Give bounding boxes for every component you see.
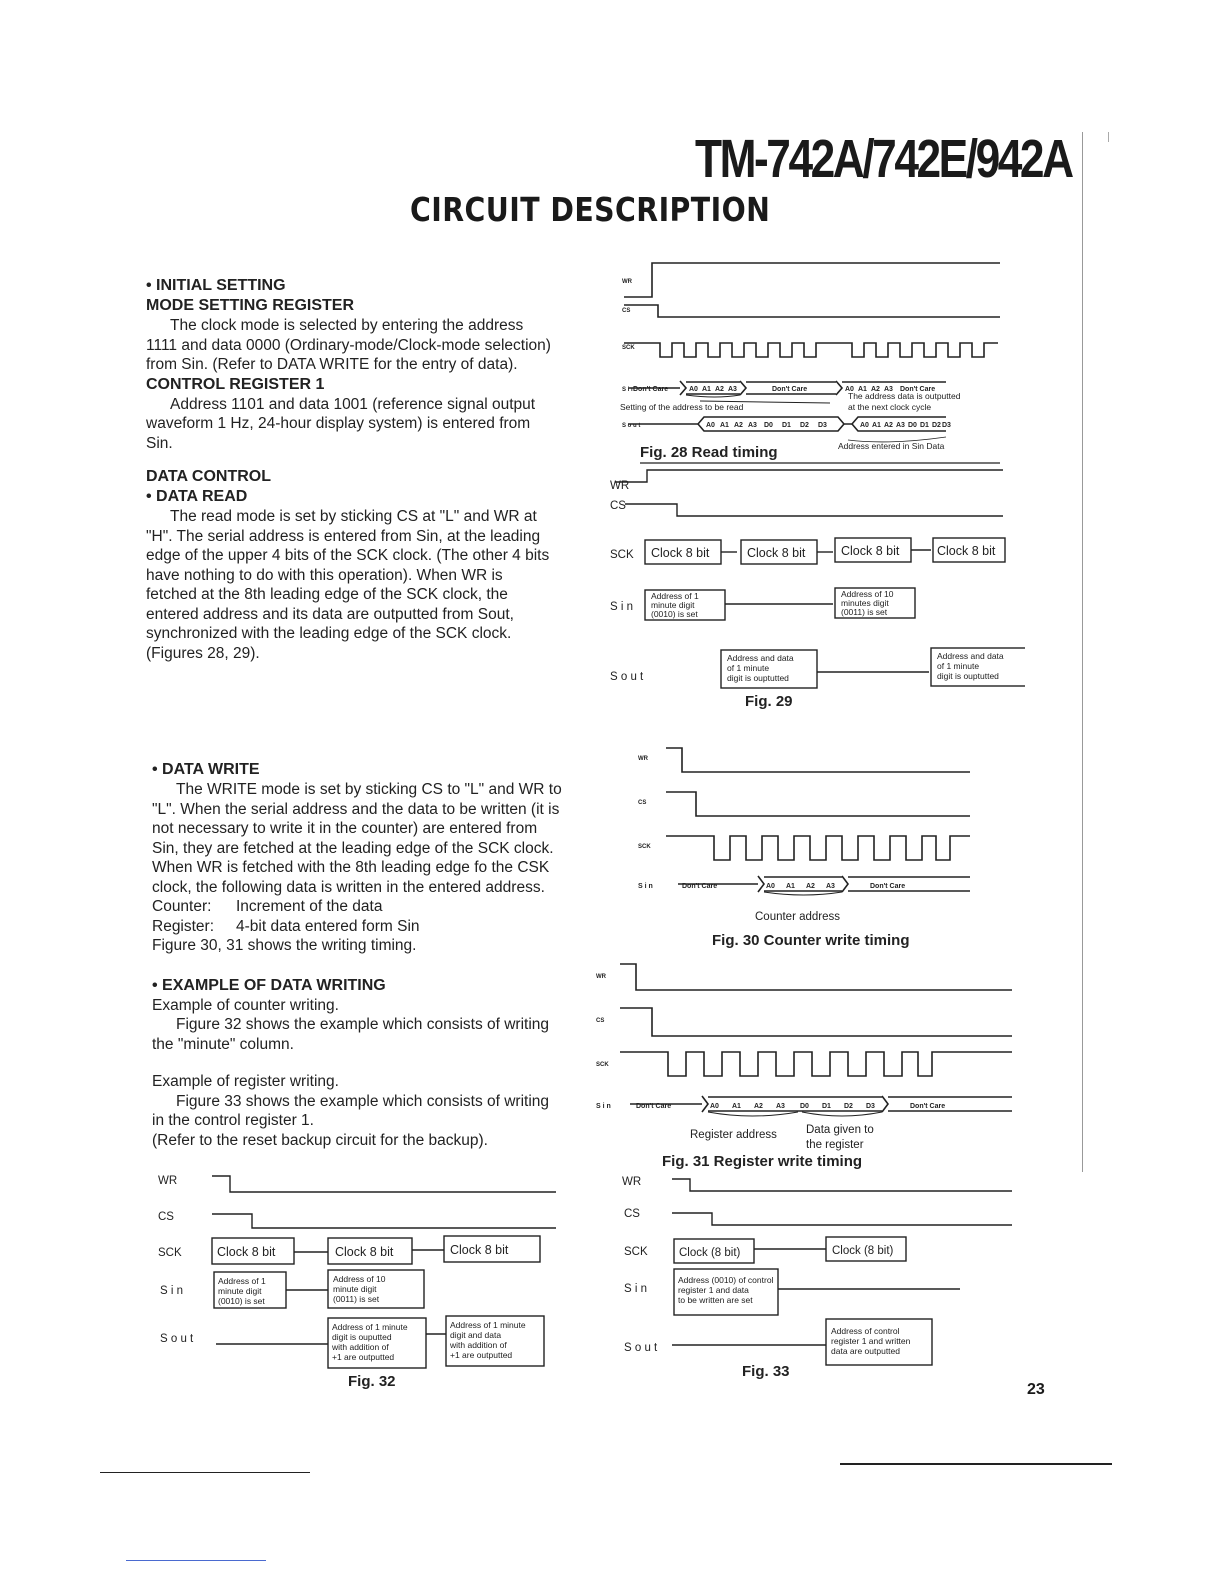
fig-29-sin2-l2: minutes digit [841,598,889,608]
fig-30-bit-a0: A0 [766,883,775,890]
fig-30-counter-write-timing [630,740,990,952]
fig-29-sout2-l2: of 1 minute [937,661,980,671]
margin-rule [1082,132,1083,1172]
fig-30-sck-label: SCK [638,844,651,850]
fig-32-sin-label: S i n [160,1285,184,1297]
fig-28-bit-a1: A1 [702,386,711,393]
fig-32 [156,1168,564,1396]
text-block-data-write [152,760,562,1150]
fig-32-sin2-l3: (0011) is set [333,1294,380,1304]
fig-29-sout2-l1: Address and data [937,651,1004,661]
fig-29-sout-label: S o u t [610,671,644,683]
fig-32-sin2-l2: minute digit [333,1284,377,1294]
fig-32-clock-3: Clock 8 bit [450,1243,509,1257]
fig-33-sin1-l3: to be written are set [678,1295,753,1305]
paragraph-data-write: The WRITE mode is set by sticking CS to "L" and WR to "L". When the serial address and the data to be written (it is not necessary to write it in the counter) are entered from Sin, they are fetched at the leading edge of the SCK clock. When WR is fetched with the 8th leading edge fo the CSK clock, the following data is written in the entered address. [152,781,562,896]
fig-31-dont-care-1: Don't Care [636,1103,672,1110]
heading-data-read: • DATA READ [146,488,248,505]
fig-29-cs-label: CS [610,500,626,512]
fig-28-sout-label: S o u t [622,423,641,429]
fig-29-sout1-l2: of 1 minute [727,663,770,673]
fig-31-dont-care-2: Don't Care [910,1103,946,1110]
fig-32-sout2-l4: +1 are outputted [450,1350,513,1360]
fig-28-sout-a3b: A3 [896,422,905,429]
label-register: Register: [152,917,215,935]
fig-29-sin1-l2: minute digit [651,600,695,610]
fig-28-sout-d2: D2 [800,422,809,429]
text-block-initial-setting [146,276,556,663]
fig-28-sout-a1: A1 [720,422,729,429]
fig-33-clock-1: Clock (8 bit) [679,1247,741,1259]
fig-32-sout1-l2: digit is ouputted [332,1332,392,1342]
fig-31-bit-a1: A1 [732,1103,741,1110]
heading-initial-setting: • INITIAL SETTING [146,277,286,294]
fig-29-sout1-l3: digit is ouptutted [727,673,789,683]
fig-31-bit-d2: D2 [844,1103,853,1110]
fig-33-sin1-l1: Address (0010) of control [678,1275,774,1285]
fig-33-wr-label: WR [622,1176,642,1188]
fig-31-bit-d1: D1 [822,1103,831,1110]
fig-28-bit-a2b: A2 [871,386,880,393]
fig-32-sin1-l1: Address of 1 [218,1276,266,1286]
fig-29-clock-3: Clock 8 bit [841,544,900,558]
fig-29-clock-1: Clock 8 bit [651,546,710,560]
paragraph-reset-backup: (Refer to the reset backup circuit for the backup). [152,1131,488,1149]
fig-32-sout2-l2: digit and data [450,1330,502,1340]
fig-29-sin1-l3: (0010) is set [651,609,698,619]
fig-31-sin-label: S i n [596,1103,611,1110]
fig-30-bit-a1: A1 [786,883,795,890]
paragraph-example-counter: Example of counter writing. [152,996,339,1014]
fig-29-sin1-l1: Address of 1 [651,591,699,601]
fig-28-sout-d0b: D0 [908,422,917,429]
fig-30-dont-care-1: Don't Care [682,883,718,890]
fig-28-sout-d2b: D2 [932,422,941,429]
fig-28-cs-label: CS [622,308,631,314]
fig-31-sck-label: SCK [596,1062,609,1068]
fig-28-note-out2: at the next clock cycle [848,402,932,412]
fig-30-cs-label: CS [638,800,647,806]
fig-28-note-out1: The address data is outputted [848,391,961,401]
fig-33-sin-label: S i n [624,1283,648,1295]
fig-28-sout-a3: A3 [748,422,757,429]
fig-32-sin1-l2: minute digit [218,1286,262,1296]
fig-32-sout2-l3: with addition of [450,1340,507,1350]
fig-28-dont-care-2: Don't Care [772,386,808,393]
fig-28-bit-a1b: A1 [858,386,867,393]
margin-tick [1108,132,1109,142]
paragraph-mode-setting: The clock mode is selected by entering the address 1111 and data 0000 (Ordinary-mode/Clock-mode selection) from Sin. (Refer to DATA WRITE for the entry of data). [146,317,551,373]
fig-32-sout-label: S o u t [160,1333,194,1345]
fig-28-read-timing [600,255,1020,465]
fig-28-sout-d1: D1 [782,422,791,429]
fig-33-caption: Fig. 33 [742,1363,790,1380]
fig-29-sck-label: SCK [610,549,634,561]
fig-30-bit-a2: A2 [806,883,815,890]
row-counter [152,897,562,917]
fig-30-bit-a3: A3 [826,883,835,890]
fig-32-cs-label: CS [158,1211,174,1223]
footer-rule-right [840,1463,1112,1465]
fig-28-bit-a0: A0 [689,386,698,393]
fig-33-sin1-l2: register 1 and data [678,1285,749,1295]
fig-28-wr-label: WR [622,279,632,285]
fig-31-wr-label: WR [596,974,606,980]
fig-29-sout2-l3: digit is ouptutted [937,671,999,681]
paragraph-data-read: The read mode is set by sticking CS at "L" and WR at "H". The serial address is entered from Sin, at the leading edge of the upper 4 bits of the SCK clock. (The other 4 bits have nothing to do with this operation). When WR is fetched at the 8th leading edge of the SCK clock, the entered address and its data are outputted from Sout, synchronized with the leading edge of the SCK clock. (Figures 28, 29). [146,508,550,662]
fig-29-clock-2: Clock 8 bit [747,546,806,560]
fig-28-caption: Fig. 28 Read timing [640,444,778,461]
fig-28-sout-d1b: D1 [920,422,929,429]
fig-28-bit-a2: A2 [715,386,724,393]
paragraph-control-register: Address 1101 and data 1001 (reference signal output waveform 1 Hz, 24-hour display system) is entered from Sin. [146,395,536,452]
fig-30-note: Counter address [755,911,841,923]
page-number: 23 [1027,1381,1045,1398]
fig-28-sck-label: SCK [622,345,635,351]
fig-32-sout2-l1: Address of 1 minute [450,1320,526,1330]
footer-rule-bottom [126,1560,266,1561]
fig-32-sin2-l1: Address of 10 [333,1274,386,1284]
fig-32-sck-label: SCK [158,1247,182,1259]
heading-data-write: • DATA WRITE [152,761,260,778]
fig-33-clock-2: Clock (8 bit) [832,1245,894,1257]
fig-32-clock-2: Clock 8 bit [335,1245,394,1259]
fig-30-caption: Fig. 30 Counter write timing [712,932,910,949]
fig-31-register-write-timing [592,958,1022,1176]
fig-33-cs-label: CS [624,1208,640,1220]
fig-28-note-addr: Address entered in Sin Data [838,441,945,451]
fig-29-sin-label: S i n [610,601,634,613]
fig-31-bit-a2: A2 [754,1103,763,1110]
model-title: TM-742A/742E/942A [695,129,1072,189]
paragraph-figure-33: Figure 33 shows the example which consists of writing in the control register 1. [152,1092,550,1129]
fig-29-clock-4: Clock 8 bit [937,544,996,558]
fig-31-caption: Fig. 31 Register write timing [662,1153,863,1170]
fig-28-bit-a3b: A3 [884,386,893,393]
fig-29-wr-label: WR [610,480,630,492]
section-title: CIRCUIT DESCRIPTION [410,190,771,229]
fig-29-sin2-l1: Address of 10 [841,589,894,599]
heading-data-control: DATA CONTROL [146,468,272,485]
fig-28-sout-a2b: A2 [884,422,893,429]
fig-32-clock-1: Clock 8 bit [217,1245,276,1259]
fig-29 [605,462,1025,712]
fig-32-sout1-l4: +1 are outputted [332,1352,395,1362]
label-counter: Counter: [152,898,212,915]
fig-33-sck-label: SCK [624,1246,648,1258]
fig-28-sout-d3b: D3 [942,422,951,429]
fig-31-note-data-1: Data given to [806,1124,874,1136]
fig-28-sout-a0: A0 [706,422,715,429]
fig-29-caption: Fig. 29 [745,693,793,710]
fig-31-note-register: Register address [690,1129,777,1141]
fig-29-sin2-l3: (0011) is set [841,607,888,617]
heading-mode-setting-register: MODE SETTING REGISTER [146,297,355,314]
fig-30-dont-care-2: Don't Care [870,883,906,890]
fig-28-sout-a2: A2 [734,422,743,429]
fig-31-bit-a3: A3 [776,1103,785,1110]
fig-28-bit-a0b: A0 [845,386,854,393]
paragraph-figure-32: Figure 32 shows the example which consists of writing the "minute" column. [152,1016,550,1053]
fig-31-bit-d0: D0 [800,1103,809,1110]
fig-28-sin-label: S i n [622,387,635,393]
fig-33 [620,1165,1020,1385]
fig-28-sout-a0b: A0 [860,422,869,429]
fig-33-sout1-l2: register 1 and written [831,1336,911,1346]
fig-31-bit-a0: A0 [710,1103,719,1110]
fig-28-dont-care-3: Don't Care [900,386,936,393]
fig-33-sout1-l3: data are outputted [831,1346,901,1356]
fig-28-sout-d0: D0 [764,422,773,429]
fig-28-bit-a3: A3 [728,386,737,393]
paragraph-writing-timing: Figure 30, 31 shows the writing timing. [152,937,417,954]
heading-example-data-writing: • EXAMPLE OF DATA WRITING [152,976,386,994]
fig-31-cs-label: CS [596,1018,605,1024]
fig-32-wr-label: WR [158,1175,178,1187]
fig-28-sout-d3: D3 [818,422,827,429]
fig-31-bit-d3: D3 [866,1103,875,1110]
paragraph-example-register: Example of register writing. [152,1073,339,1090]
fig-28-dont-care-1: Don't Care [633,386,669,393]
heading-control-register-1: CONTROL REGISTER 1 [146,375,325,393]
fig-32-sout1-l1: Address of 1 minute [332,1322,408,1332]
fig-28-sout-a1b: A1 [872,422,881,429]
value-register: 4-bit data entered form Sin [236,917,420,935]
fig-32-sout1-l3: with addition of [332,1342,389,1352]
fig-30-sin-label: S i n [638,883,653,890]
fig-32-sin1-l3: (0010) is set [218,1296,265,1306]
fig-30-wr-label: WR [638,756,648,762]
fig-32-caption: Fig. 32 [348,1373,396,1390]
fig-28-note-setting: Setting of the address to be read [620,402,744,412]
footer-rule-left [100,1472,310,1473]
fig-33-sout1-l1: Address of control [831,1326,900,1336]
fig-31-note-data-2: the register [806,1139,864,1151]
fig-33-sout-label: S o u t [624,1342,658,1354]
fig-29-sout1-l1: Address and data [727,653,794,663]
value-counter: Increment of the data [236,898,383,915]
row-register [152,917,562,937]
